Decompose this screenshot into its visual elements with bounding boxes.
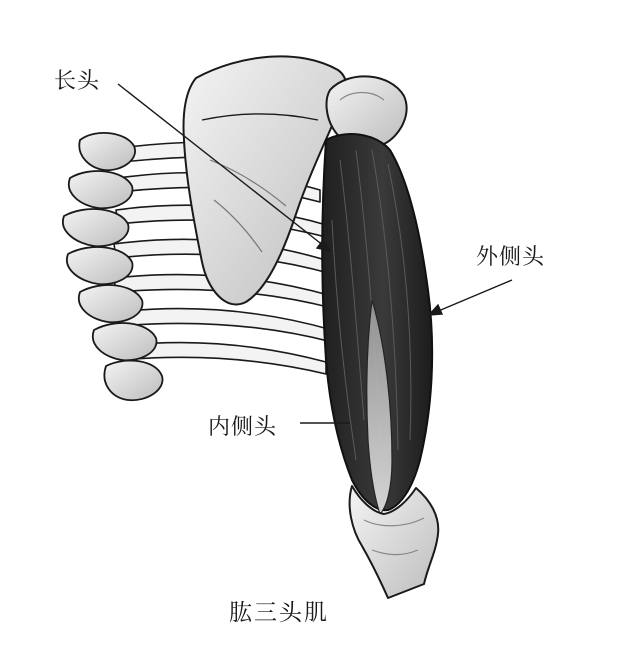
- spine: [63, 133, 163, 400]
- label-lateral-head: 外侧头: [476, 245, 546, 270]
- label-medial-head: 内侧头: [208, 415, 278, 440]
- diagram-title: 肱三头肌: [229, 600, 329, 626]
- label-long-head: 长头: [54, 69, 101, 94]
- leader-line-lateral-head: [436, 280, 512, 312]
